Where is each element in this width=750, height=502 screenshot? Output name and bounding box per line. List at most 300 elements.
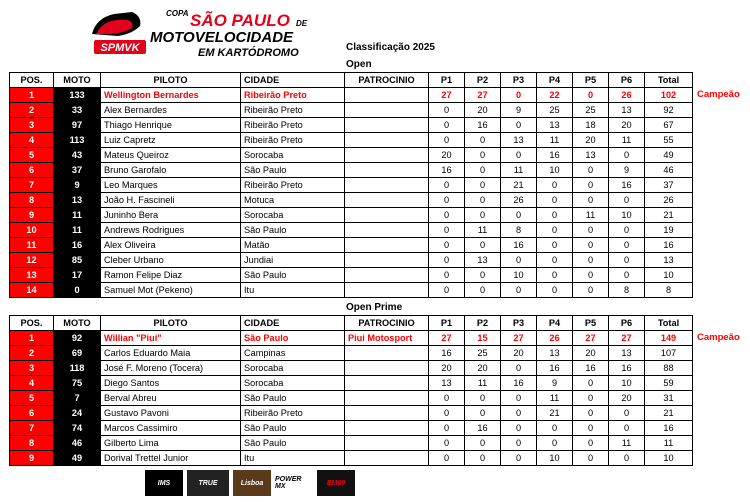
cell-total: 10	[645, 268, 693, 283]
cell-moto: 17	[54, 268, 101, 283]
col-p1: P1	[429, 73, 465, 88]
cell-total: 107	[645, 346, 693, 361]
cell-total: 31	[645, 391, 693, 406]
cell-p5: 0	[573, 253, 609, 268]
table-row	[10, 406, 693, 421]
cell-p5: 0	[573, 283, 609, 298]
cell-p4: 0	[537, 268, 573, 283]
cell-p3: 16	[501, 238, 537, 253]
cell-p4: 13	[537, 118, 573, 133]
cell-p1: 16	[429, 346, 465, 361]
table-header-row	[10, 73, 693, 88]
cell-total: 88	[645, 361, 693, 376]
cell-p3: 13	[501, 133, 537, 148]
cell-patrocinio	[345, 391, 429, 406]
cell-patrocinio	[345, 268, 429, 283]
cell-p6: 0	[609, 253, 645, 268]
cell-total: 19	[645, 223, 693, 238]
cell-piloto: Thiago Henrique	[101, 118, 241, 133]
cell-p4: 0	[537, 178, 573, 193]
cell-p3: 0	[501, 118, 537, 133]
cell-piloto: Cleber Urbano	[101, 253, 241, 268]
cell-p3: 9	[501, 103, 537, 118]
cell-p4: 22	[537, 88, 573, 103]
col-pos: POS.	[10, 73, 54, 88]
table-row	[10, 331, 693, 346]
cell-moto: 11	[54, 208, 101, 223]
cell-patrocinio	[345, 376, 429, 391]
cell-p6: 0	[609, 238, 645, 253]
cell-p4: 0	[537, 238, 573, 253]
col-p4: P4	[537, 73, 573, 88]
cell-p2: 11	[465, 223, 501, 238]
table-row	[10, 208, 693, 223]
cell-piloto: Gustavo Pavoni	[101, 406, 241, 421]
cell-p2: 0	[465, 178, 501, 193]
cell-p3: 0	[501, 406, 537, 421]
cell-patrocinio	[345, 421, 429, 436]
open-prime-standings-table	[9, 315, 693, 466]
table-row	[10, 253, 693, 268]
cell-p1: 0	[429, 421, 465, 436]
cell-p3: 0	[501, 208, 537, 223]
cell-p5: 0	[573, 238, 609, 253]
cell-p1: 0	[429, 253, 465, 268]
cell-moto: 7	[54, 391, 101, 406]
cell-p6: 0	[609, 451, 645, 466]
cell-patrocinio	[345, 163, 429, 178]
cell-p1: 16	[429, 163, 465, 178]
cell-pos: 7	[10, 178, 54, 193]
cell-p5: 0	[573, 436, 609, 451]
cell-p3: 21	[501, 178, 537, 193]
cell-p6: 11	[609, 133, 645, 148]
cell-p3: 0	[501, 391, 537, 406]
cell-p4: 10	[537, 451, 573, 466]
cell-p2: 0	[465, 451, 501, 466]
cell-p5: 0	[573, 421, 609, 436]
table-row	[10, 283, 693, 298]
cell-p4: 10	[537, 163, 573, 178]
cell-cidade: Ribeirão Preto	[241, 178, 345, 193]
cell-p5: 20	[573, 133, 609, 148]
table-row	[10, 103, 693, 118]
cell-cidade: Sorocaba	[241, 148, 345, 163]
cell-patrocinio	[345, 223, 429, 238]
cell-pos: 6	[10, 163, 54, 178]
cell-moto: 118	[54, 361, 101, 376]
cell-p2: 27	[465, 88, 501, 103]
sponsor-logo-em69: EM69	[317, 470, 355, 496]
cell-pos: 9	[10, 208, 54, 223]
col-p5: P5	[573, 73, 609, 88]
cell-piloto: Carlos Eduardo Maia	[101, 346, 241, 361]
cell-total: 149	[645, 331, 693, 346]
cell-cidade: Sorocaba	[241, 376, 345, 391]
cell-p5: 20	[573, 346, 609, 361]
open-champion-label: Campeão	[697, 89, 740, 100]
cell-p3: 0	[501, 451, 537, 466]
table-row	[10, 268, 693, 283]
cell-cidade: Ribeirão Preto	[241, 88, 345, 103]
cell-p3: 0	[501, 436, 537, 451]
cell-p2: 0	[465, 406, 501, 421]
cell-cidade: São Paulo	[241, 268, 345, 283]
cell-p2: 0	[465, 208, 501, 223]
cell-p1: 0	[429, 436, 465, 451]
table-row	[10, 436, 693, 451]
cell-total: 26	[645, 193, 693, 208]
cell-p6: 10	[609, 376, 645, 391]
cell-pos: 8	[10, 436, 54, 451]
cell-p4: 0	[537, 421, 573, 436]
cell-p1: 0	[429, 178, 465, 193]
cell-total: 37	[645, 178, 693, 193]
cell-piloto: Willian "Piui"	[101, 331, 241, 346]
cell-p1: 0	[429, 118, 465, 133]
cell-moto: 49	[54, 451, 101, 466]
cell-piloto: Luiz Capretz	[101, 133, 241, 148]
cell-p6: 0	[609, 148, 645, 163]
copa-sao-paulo-logo	[88, 4, 338, 62]
sponsor-logo-ims: IMS	[145, 470, 183, 496]
cell-total: 13	[645, 253, 693, 268]
cell-total: 16	[645, 238, 693, 253]
cell-patrocinio	[345, 88, 429, 103]
logo-badge: SPMVK	[100, 42, 140, 54]
col-p4: P4	[537, 316, 573, 331]
cell-cidade: São Paulo	[241, 223, 345, 238]
cell-cidade: Sorocaba	[241, 208, 345, 223]
cell-patrocinio	[345, 178, 429, 193]
cell-cidade: Jundiai	[241, 253, 345, 268]
cell-cidade: Itu	[241, 451, 345, 466]
logo-motovelocidade: MOTOVELOCIDADE	[150, 29, 294, 46]
cell-p5: 16	[573, 361, 609, 376]
cell-p1: 0	[429, 268, 465, 283]
cell-p5: 0	[573, 163, 609, 178]
sponsor-logo-lisboa: Lisboa	[233, 470, 271, 496]
cell-piloto: Leo Marques	[101, 178, 241, 193]
cell-piloto: João H. Fascineli	[101, 193, 241, 208]
cell-moto: 24	[54, 406, 101, 421]
col-total: Total	[645, 316, 693, 331]
cell-p3: 0	[501, 283, 537, 298]
cell-p3: 0	[501, 361, 537, 376]
cell-moto: 75	[54, 376, 101, 391]
col-p3: P3	[501, 73, 537, 88]
cell-patrocinio	[345, 406, 429, 421]
cell-cidade: São Paulo	[241, 436, 345, 451]
table-row	[10, 178, 693, 193]
cell-p4: 0	[537, 223, 573, 238]
logo-em-kartodromo: EM KARTÓDROMO	[198, 47, 299, 59]
cell-cidade: Sorocaba	[241, 361, 345, 376]
cell-moto: 133	[54, 88, 101, 103]
col-p6: P6	[609, 73, 645, 88]
col-p2: P2	[465, 73, 501, 88]
cell-moto: 16	[54, 238, 101, 253]
cell-p1: 20	[429, 361, 465, 376]
cell-patrocinio	[345, 148, 429, 163]
cell-patrocinio	[345, 208, 429, 223]
cell-piloto: Bruno Garofalo	[101, 163, 241, 178]
cell-pos: 10	[10, 223, 54, 238]
cell-total: 10	[645, 451, 693, 466]
cell-moto: 85	[54, 253, 101, 268]
cell-patrocinio	[345, 118, 429, 133]
cell-cidade: São Paulo	[241, 421, 345, 436]
cell-patrocinio	[345, 451, 429, 466]
cell-total: 59	[645, 376, 693, 391]
col-piloto: PILOTO	[101, 316, 241, 331]
cell-p6: 10	[609, 208, 645, 223]
cell-pos: 3	[10, 118, 54, 133]
cell-p4: 26	[537, 331, 573, 346]
col-p1: P1	[429, 316, 465, 331]
col-cidade: CIDADE	[241, 73, 345, 88]
cell-p5: 0	[573, 406, 609, 421]
cell-pos: 2	[10, 346, 54, 361]
cell-p3: 27	[501, 331, 537, 346]
cell-p1: 0	[429, 133, 465, 148]
cell-p3: 16	[501, 376, 537, 391]
cell-p1: 0	[429, 208, 465, 223]
cell-piloto: Andrews Rodrigues	[101, 223, 241, 238]
cell-moto: 9	[54, 178, 101, 193]
cell-moto: 33	[54, 103, 101, 118]
col-cidade: CIDADE	[241, 316, 345, 331]
cell-p5: 11	[573, 208, 609, 223]
cell-total: 49	[645, 148, 693, 163]
cell-patrocinio	[345, 283, 429, 298]
cell-p6: 0	[609, 421, 645, 436]
cell-p4: 11	[537, 391, 573, 406]
cell-p2: 20	[465, 103, 501, 118]
cell-p2: 11	[465, 376, 501, 391]
cell-piloto: Juninho Bera	[101, 208, 241, 223]
cell-piloto: Wellington Bernardes	[101, 88, 241, 103]
cell-cidade: Campinas	[241, 346, 345, 361]
col-p6: P6	[609, 316, 645, 331]
cell-p2: 0	[465, 268, 501, 283]
cell-p6: 16	[609, 361, 645, 376]
cell-p2: 20	[465, 361, 501, 376]
cell-pos: 7	[10, 421, 54, 436]
cell-moto: 92	[54, 331, 101, 346]
cell-p5: 0	[573, 178, 609, 193]
cell-p1: 27	[429, 88, 465, 103]
cell-pos: 13	[10, 268, 54, 283]
cell-total: 21	[645, 208, 693, 223]
category-open-title: Open	[346, 59, 372, 70]
cell-p2: 16	[465, 421, 501, 436]
cell-p4: 9	[537, 376, 573, 391]
cell-moto: 11	[54, 223, 101, 238]
cell-p6: 20	[609, 118, 645, 133]
table-row	[10, 421, 693, 436]
cell-piloto: Diego Santos	[101, 376, 241, 391]
cell-p5: 0	[573, 268, 609, 283]
cell-p6: 13	[609, 103, 645, 118]
table-header-row	[10, 316, 693, 331]
cell-pos: 12	[10, 253, 54, 268]
cell-p6: 0	[609, 223, 645, 238]
cell-p1: 0	[429, 223, 465, 238]
cell-p4: 0	[537, 208, 573, 223]
cell-p3: 11	[501, 163, 537, 178]
cell-cidade: Itu	[241, 283, 345, 298]
cell-p5: 13	[573, 148, 609, 163]
cell-moto: 37	[54, 163, 101, 178]
table-row	[10, 451, 693, 466]
cell-p5: 0	[573, 223, 609, 238]
cell-p1: 0	[429, 406, 465, 421]
cell-p6: 20	[609, 391, 645, 406]
cell-p1: 0	[429, 238, 465, 253]
cell-cidade: São Paulo	[241, 331, 345, 346]
cell-piloto: Marcos Cassimiro	[101, 421, 241, 436]
col-pos: POS.	[10, 316, 54, 331]
cell-p1: 0	[429, 103, 465, 118]
cell-p3: 8	[501, 223, 537, 238]
table-row	[10, 391, 693, 406]
cell-total: 102	[645, 88, 693, 103]
table-row	[10, 361, 693, 376]
cell-moto: 69	[54, 346, 101, 361]
cell-p4: 0	[537, 253, 573, 268]
cell-p4: 21	[537, 406, 573, 421]
table-row	[10, 163, 693, 178]
cell-moto: 13	[54, 193, 101, 208]
col-piloto: PILOTO	[101, 73, 241, 88]
cell-p1: 0	[429, 451, 465, 466]
cell-p3: 0	[501, 253, 537, 268]
sponsors-strip	[145, 470, 355, 498]
cell-p3: 20	[501, 346, 537, 361]
cell-p5: 18	[573, 118, 609, 133]
cell-p4: 11	[537, 133, 573, 148]
cell-piloto: Berval Abreu	[101, 391, 241, 406]
cell-moto: 43	[54, 148, 101, 163]
cell-pos: 9	[10, 451, 54, 466]
cell-pos: 1	[10, 331, 54, 346]
cell-total: 8	[645, 283, 693, 298]
cell-p2: 0	[465, 148, 501, 163]
table-row	[10, 238, 693, 253]
cell-total: 11	[645, 436, 693, 451]
cell-patrocinio	[345, 346, 429, 361]
col-p2: P2	[465, 316, 501, 331]
cell-p5: 0	[573, 391, 609, 406]
cell-p6: 8	[609, 283, 645, 298]
cell-p1: 0	[429, 193, 465, 208]
cell-p3: 0	[501, 421, 537, 436]
col-moto: MOTO	[54, 316, 101, 331]
cell-patrocinio	[345, 253, 429, 268]
cell-total: 21	[645, 406, 693, 421]
cell-cidade: Ribeirão Preto	[241, 406, 345, 421]
cell-p5: 0	[573, 88, 609, 103]
cell-p5: 25	[573, 103, 609, 118]
cell-p6: 0	[609, 193, 645, 208]
cell-p2: 0	[465, 193, 501, 208]
cell-p3: 0	[501, 148, 537, 163]
cell-piloto: Ramon Felipe Diaz	[101, 268, 241, 283]
cell-moto: 46	[54, 436, 101, 451]
table-row	[10, 133, 693, 148]
cell-pos: 5	[10, 391, 54, 406]
cell-p6: 26	[609, 88, 645, 103]
cell-p1: 0	[429, 391, 465, 406]
cell-total: 55	[645, 133, 693, 148]
cell-piloto: Mateus Queiroz	[101, 148, 241, 163]
logo-sao-paulo: SÃO PAULO	[190, 11, 290, 30]
table-row	[10, 148, 693, 163]
sponsor-logo-true: TRUE	[187, 470, 229, 496]
cell-piloto: José F. Moreno (Tocera)	[101, 361, 241, 376]
cell-pos: 5	[10, 148, 54, 163]
cell-piloto: Alex Bernardes	[101, 103, 241, 118]
cell-pos: 14	[10, 283, 54, 298]
cell-p4: 13	[537, 346, 573, 361]
cell-patrocinio	[345, 238, 429, 253]
cell-piloto: Dorival Trettel Junior	[101, 451, 241, 466]
cell-p5: 27	[573, 331, 609, 346]
cell-p4: 0	[537, 436, 573, 451]
cell-p6: 0	[609, 406, 645, 421]
cell-moto: 113	[54, 133, 101, 148]
cell-p5: 0	[573, 376, 609, 391]
sponsor-logo-power-mx: POWER MX	[275, 470, 313, 496]
cell-p2: 0	[465, 283, 501, 298]
cell-p6: 0	[609, 268, 645, 283]
cell-cidade: Motuca	[241, 193, 345, 208]
cell-total: 46	[645, 163, 693, 178]
table-row	[10, 88, 693, 103]
page-title: Classificação 2025	[346, 42, 435, 53]
cell-p4: 25	[537, 103, 573, 118]
cell-p2: 0	[465, 133, 501, 148]
cell-patrocinio	[345, 193, 429, 208]
cell-p3: 10	[501, 268, 537, 283]
cell-pos: 2	[10, 103, 54, 118]
cell-p2: 13	[465, 253, 501, 268]
table-row	[10, 346, 693, 361]
col-total: Total	[645, 73, 693, 88]
col-p3: P3	[501, 316, 537, 331]
table-row	[10, 193, 693, 208]
cell-patrocinio: Piui Motosport	[345, 331, 429, 346]
cell-cidade: Ribeirão Preto	[241, 118, 345, 133]
cell-pos: 8	[10, 193, 54, 208]
cell-cidade: São Paulo	[241, 391, 345, 406]
cell-p2: 16	[465, 118, 501, 133]
cell-patrocinio	[345, 133, 429, 148]
cell-p3: 26	[501, 193, 537, 208]
logo-de: DE	[296, 19, 308, 28]
cell-cidade: Matão	[241, 238, 345, 253]
table-row	[10, 376, 693, 391]
cell-p1: 27	[429, 331, 465, 346]
cell-p6: 9	[609, 163, 645, 178]
cell-patrocinio	[345, 361, 429, 376]
cell-p2: 25	[465, 346, 501, 361]
cell-p2: 0	[465, 163, 501, 178]
cell-cidade: São Paulo	[241, 163, 345, 178]
cell-p4: 16	[537, 361, 573, 376]
open-standings-table	[9, 72, 693, 298]
